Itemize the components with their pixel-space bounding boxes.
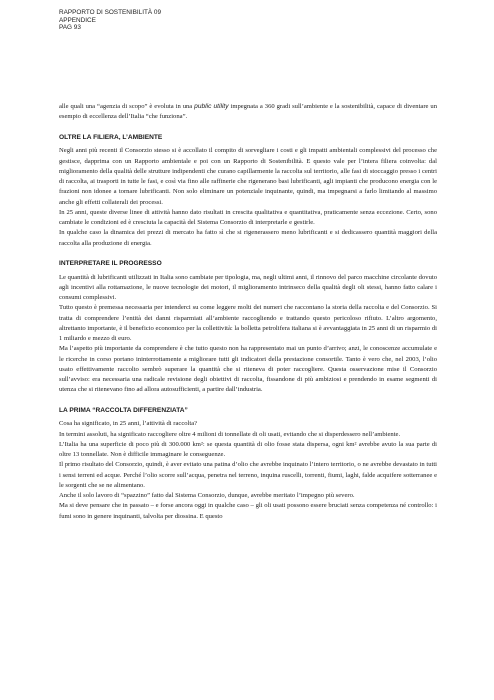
paragraph: In termini assoluti, ha significato raccogliere oltre 4 milioni di tonnellate di oli usati, evitando che si disperdessero nell’ambiente. [59, 430, 401, 438]
intro-text-before: alle quali una “agenzia di scopo” è evoluta in una [59, 103, 195, 110]
intro-paragraph [59, 102, 437, 123]
report-title: RAPPORTO DI SOSTENIBILITÀ 09 [59, 9, 162, 16]
paragraph: L’Italia ha una superficie di poco più di 300.000 km²: se questa quantità di olio fosse stata dispersa, ogni km² avrebbe avuto la sua parte di oltre 13 tonnellate. Non è difficile immaginare le conseguenze. [59, 440, 437, 458]
paragraph: Anche il solo lavoro di “spazzino” fatto dal Sistema Consorzio, dunque, avrebbe meritato l’impegno più severo. [59, 492, 355, 499]
section-heading: INTERPRETARE IL PROGRESSO [59, 260, 162, 268]
section-label: APPENDICE [59, 16, 96, 24]
intro-emphasis: public utility [194, 103, 229, 110]
paragraph: Il primo risultato del Consorzio, quindi, è aver evitato una patina d’olio che avrebbe inquinato l’intero territorio, o ne avrebbe devastato in tutti i sensi terreni ed acque. Perché l’olio scorre sull’acqua, penetra nel terreno, inquina ruscelli, torrenti, fiumi, laghi, falde acquifere sotterranee e le sorgenti che se ne alimentano. [59, 461, 437, 489]
paragraph: Cosa ha significato, in 25 anni, l’attività di raccolta? [59, 420, 198, 428]
intro-text-after: impegnata a 360 gradi sull’ambiente e la sostenibilità, capace di diventare un esempio di eccellenza dell’Italia “che funziona”. [59, 103, 437, 121]
paragraph: Tutto questo è premessa necessaria per intenderci su come leggere molti dei numeri che raccontano la storia della raccolta e del Consorzio. Si tratta di comprendere l’entità dei danni risparmiati all’ambiente raccogliendo e trattando questo pericoloso rifiuto. L’altro argomento, altrettanto importante, è il beneficio economico per la collettività: la bolletta petrolifera italiana si è avvantaggiata in 25 anni di un risparmio di 1 miliardo e mezzo di euro. [59, 304, 437, 342]
page-body [59, 102, 437, 522]
section-heading: OLTRE LA FILIERA, L’AMBIENTE [59, 134, 163, 141]
paragraph: Ma l’aspetto più importante da comprendere è che tutto questo non ha rappresentato mai un punto d’arrivo; anzi, le conoscenze accumulate e le ricerche in corso portano ininterrottamente a migliorare tutti gli indicatori della prestazione consortile. Tanto è vero che, nel 2003, l’olio usato effettivamente raccolto sembrò superare la quantità che si riteneva di poter raccogliere. Questa osservazione mise il Consorzio sull’avviso: era necessaria una radicale revisione degli obiettivi di raccolta, fissandone di più ambiziosi e prendendo in esame segmenti di utenza che si ritenevano fino ad allora autosufficienti, a partire dall’industria. [59, 345, 437, 394]
page-number: PAG 93 [59, 24, 81, 32]
page-header [59, 9, 161, 32]
paragraph: In 25 anni, queste diverse linee di attività hanno dato risultati in crescita qualitativa e quantitativa, praticamente senza eccezione. Certo, sono cambiate le condizioni ed è cresciuta la capacità del Sistema Consorzio di interpretarle e gestirle. [59, 208, 437, 226]
paragraph: Negli anni più recenti il Consorzio stesso si è accollato il compito di sorvegliare i costi e gli impatti ambientali complessivi del processo che gestisce, dapprima con un Rapporto ambientale e poi con un Rapporto di Sostenibilità. E questo vale per l’intera filiera coinvolta: dal miglioramento della qualità delle strutture indipendenti che curano capillarmente la raccolta sul territorio, alle fasi di stoccaggio presso i centri di raccolta, ai trasporti in tutte le fasi, e così via fino alle raffinerie che rigenerano basi lubrificanti, agli impianti che producono energia con le frazioni non idonee a tornare lubrificanti. Non solo eliminare un potenziale inquinante, quindi, ma impegnarsi a farlo limitando al massimo anche gli effetti collaterali dei processi. [59, 147, 437, 206]
paragraph: Le quantità di lubrificanti utilizzati in Italia sono cambiate per tipologia, ma, negli ultimi anni, il rinnovo del parco macchine circolante dovuto agli incentivi alla rottamazione, le nuove tecnologie dei motori, il miglioramento intrinseco della qualità degli oli stessi, hanno fatto calare i consumi complessivi. [59, 273, 437, 301]
paragraph: Ma si deve pensare che in passato – e forse ancora oggi in qualche caso – gli oli usati possono essere bruciati senza competenza né controllo: i fumi sono in genere inquinanti, talvolta per diossina. E questo [59, 502, 437, 520]
paragraph: In qualche caso la dinamica dei prezzi di mercato ha fatto sì che si rigenerassero meno lubrificanti e si dedicassero quantità maggiori della raccolta alla produzione di energia. [59, 229, 437, 247]
section-heading: LA PRIMA “RACCOLTA DIFFERENZIATA” [59, 407, 188, 414]
